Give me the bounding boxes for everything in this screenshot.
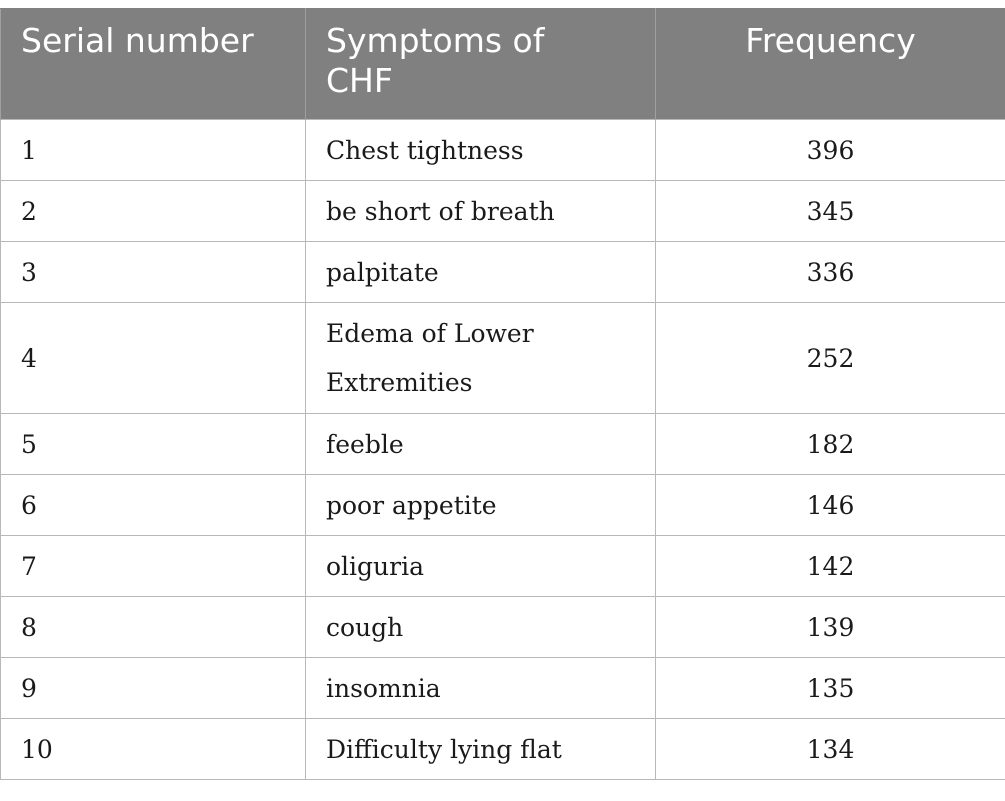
table-row bbox=[1, 658, 1005, 719]
cell-symptom: be short of breath bbox=[306, 181, 656, 242]
cell-serial: 9 bbox=[1, 658, 306, 719]
table-row bbox=[1, 414, 1005, 475]
symptoms-table bbox=[0, 8, 1005, 780]
cell-serial: 5 bbox=[1, 414, 306, 475]
cell-symptom: insomnia bbox=[306, 658, 656, 719]
cell-frequency: 252 bbox=[656, 303, 1005, 414]
cell-symptom: Edema of Lower Extremities bbox=[306, 303, 656, 414]
cell-symptom: Difficulty lying flat bbox=[306, 719, 656, 780]
cell-serial: 3 bbox=[1, 242, 306, 303]
table-row bbox=[1, 242, 1005, 303]
cell-serial: 2 bbox=[1, 181, 306, 242]
cell-symptom: Chest tightness bbox=[306, 120, 656, 181]
cell-symptom: cough bbox=[306, 597, 656, 658]
header-row bbox=[1, 9, 1005, 120]
cell-serial: 7 bbox=[1, 536, 306, 597]
table-row bbox=[1, 597, 1005, 658]
table-row bbox=[1, 719, 1005, 780]
cell-frequency: 142 bbox=[656, 536, 1005, 597]
cell-symptom: oliguria bbox=[306, 536, 656, 597]
header-symptoms: Symptoms of CHF bbox=[306, 9, 656, 120]
table-body bbox=[1, 120, 1005, 780]
table-row bbox=[1, 475, 1005, 536]
cell-frequency: 396 bbox=[656, 120, 1005, 181]
table-row bbox=[1, 303, 1005, 414]
cell-serial: 8 bbox=[1, 597, 306, 658]
cell-frequency: 135 bbox=[656, 658, 1005, 719]
cell-frequency: 139 bbox=[656, 597, 1005, 658]
cell-serial: 4 bbox=[1, 303, 306, 414]
table-row bbox=[1, 120, 1005, 181]
table-row bbox=[1, 536, 1005, 597]
cell-frequency: 134 bbox=[656, 719, 1005, 780]
table-row bbox=[1, 181, 1005, 242]
cell-frequency: 146 bbox=[656, 475, 1005, 536]
cell-serial: 1 bbox=[1, 120, 306, 181]
header-frequency: Frequency bbox=[656, 9, 1005, 120]
table-header bbox=[1, 9, 1005, 120]
cell-serial: 6 bbox=[1, 475, 306, 536]
cell-symptom: poor appetite bbox=[306, 475, 656, 536]
cell-frequency: 336 bbox=[656, 242, 1005, 303]
header-serial-number: Serial number bbox=[1, 9, 306, 120]
cell-frequency: 182 bbox=[656, 414, 1005, 475]
cell-serial: 10 bbox=[1, 719, 306, 780]
cell-symptom: feeble bbox=[306, 414, 656, 475]
cell-symptom: palpitate bbox=[306, 242, 656, 303]
cell-frequency: 345 bbox=[656, 181, 1005, 242]
